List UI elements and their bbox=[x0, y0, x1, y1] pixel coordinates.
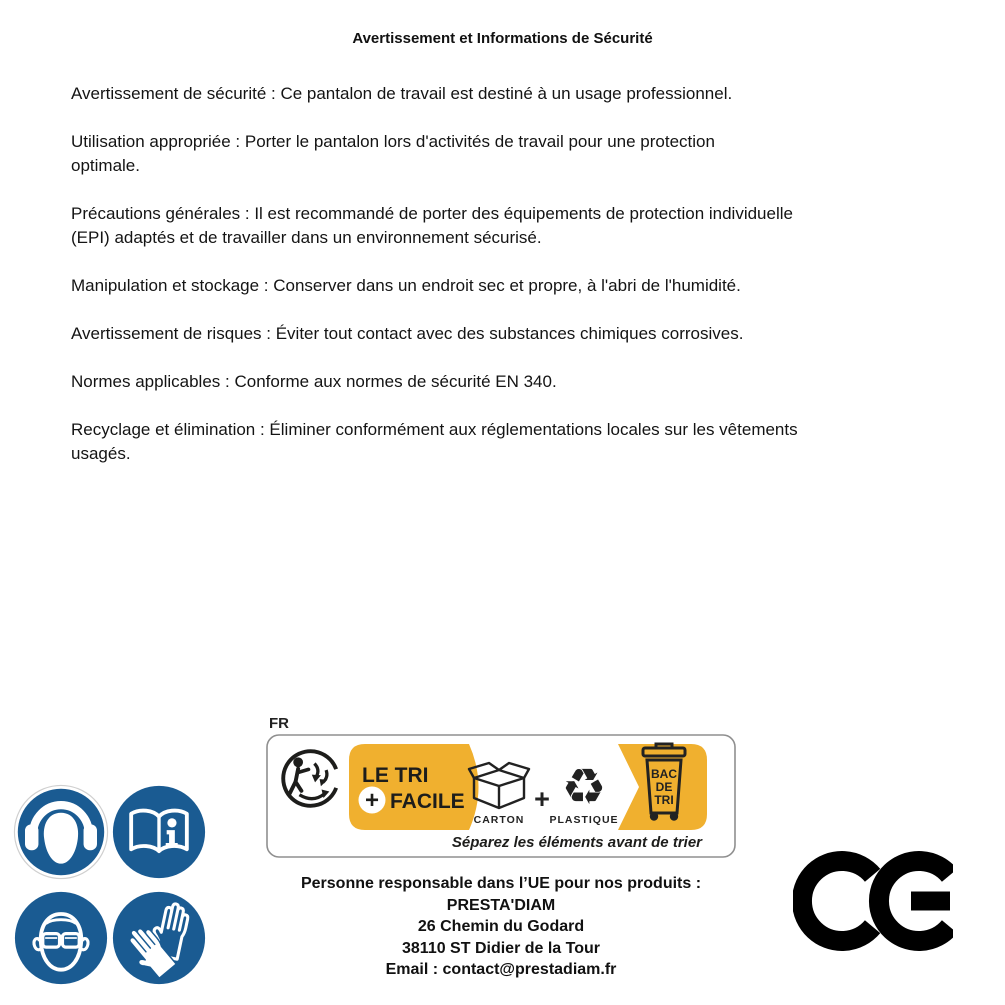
paragraph-usage bbox=[71, 130, 971, 178]
body-line: Avertissement de risques : Éviter tout contact avec des substances chimiques corrosives. bbox=[71, 324, 744, 343]
address-city: 38110 ST Didier de la Tour bbox=[402, 939, 600, 957]
responsible-intro: Personne responsable dans l’UE pour nos produits : bbox=[300, 875, 702, 892]
body-line: Manipulation et stockage : Conserver dans un endroit sec et propre, à l'abri de l'humidité. bbox=[71, 276, 741, 295]
paragraph-warning bbox=[71, 82, 971, 106]
bin-text-de: DE bbox=[655, 780, 673, 794]
safety-pictograms bbox=[13, 784, 207, 986]
bin-text-bac: BAC bbox=[651, 767, 677, 781]
body-line: optimale. bbox=[71, 156, 140, 175]
body-line: Avertissement de sécurité : Ce pantalon de travail est destiné à un usage professionnel. bbox=[71, 84, 733, 103]
company-name: PRESTA'DIAM bbox=[446, 896, 556, 914]
address-street: 26 Chemin du Godard bbox=[417, 918, 585, 935]
body-line: usagés. bbox=[71, 444, 131, 463]
ce-conformity-icon bbox=[793, 845, 953, 957]
headline-le-tri: LE TRI bbox=[362, 764, 429, 787]
wear-protective-gloves-icon bbox=[111, 890, 207, 986]
headline-facile: FACILE bbox=[390, 790, 465, 813]
sorting-instruction: Séparez les éléments avant de trier bbox=[451, 834, 702, 851]
plus-icon: + bbox=[365, 787, 380, 814]
bin-text-tri: TRI bbox=[654, 793, 674, 807]
wear-ear-protection-icon bbox=[13, 784, 109, 880]
paragraph-standards bbox=[71, 370, 971, 394]
read-instruction-manual-icon bbox=[111, 784, 207, 880]
recycling-sorting-label bbox=[266, 734, 736, 858]
material-label-carton: CARTON bbox=[473, 814, 525, 826]
body-line: (EPI) adaptés et de travailler dans un environnement sécurisé. bbox=[71, 228, 542, 247]
page-title: Avertissement et Informations de Sécurité bbox=[352, 30, 653, 47]
body-line: Précautions générales : Il est recommandé de porter des équipements de protection individuelle bbox=[71, 204, 793, 223]
eu-responsible-block bbox=[266, 873, 736, 981]
safety-text bbox=[71, 82, 971, 490]
paragraph-storage bbox=[71, 274, 971, 298]
body-line: Recyclage et élimination : Éliminer conformément aux réglementations locales sur les vêtements bbox=[71, 420, 798, 439]
body-line: Normes applicables : Conforme aux normes de sécurité EN 340. bbox=[71, 372, 557, 391]
material-label-plastique: PLASTIQUE bbox=[549, 814, 619, 826]
paragraph-precautions bbox=[71, 202, 971, 250]
contact-email: Email : contact@prestadiam.fr bbox=[385, 961, 617, 978]
body-line: Utilisation appropriée : Porter le pantalon lors d'activités de travail pour une protection bbox=[71, 132, 715, 151]
plus-separator: + bbox=[534, 784, 550, 814]
recycle-symbol-icon: ♻ bbox=[561, 758, 607, 816]
wear-eye-protection-icon bbox=[13, 890, 109, 986]
country-code-label: FR bbox=[269, 715, 289, 732]
paragraph-recycling bbox=[71, 418, 971, 466]
paragraph-risks bbox=[71, 322, 971, 346]
